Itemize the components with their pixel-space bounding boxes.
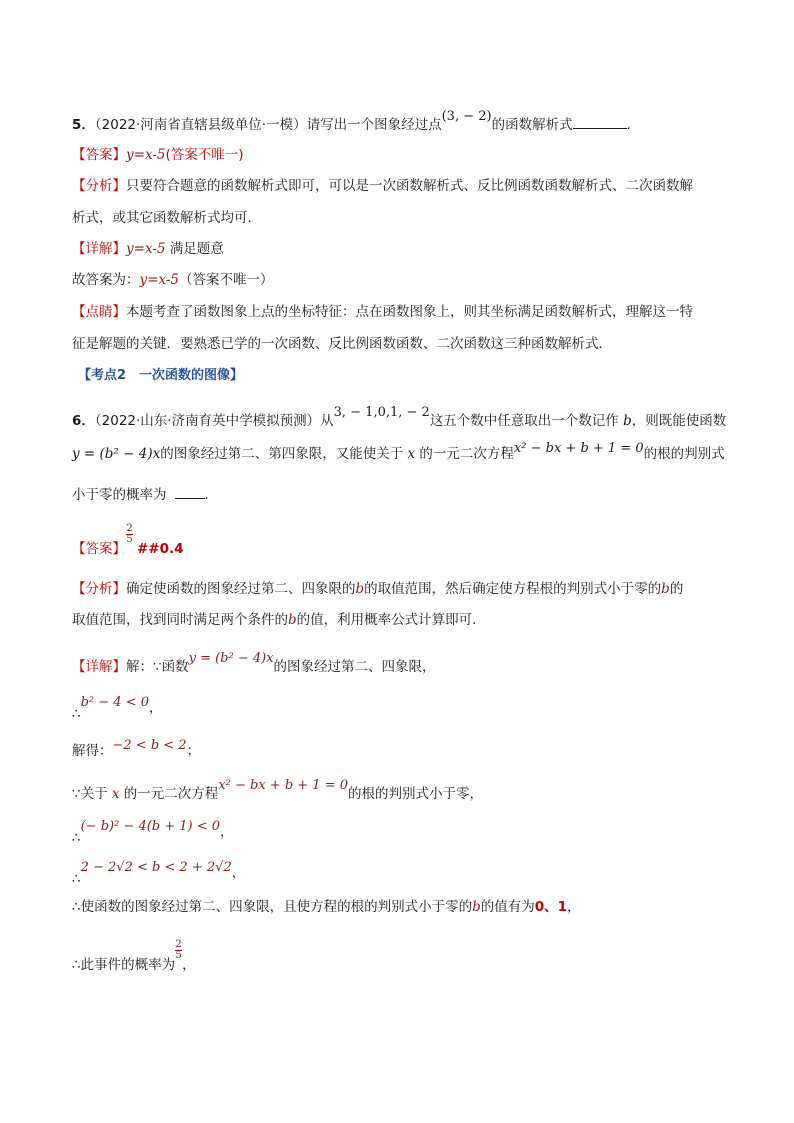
q6-analysis-text-1c: 的 <box>669 581 684 597</box>
q5-detail-text: 满足题意 <box>165 241 224 257</box>
q5-analysis-text-1: 只要符合题意的函数解析式即可，可以是一次函数解析式、反比例函数函数解析式、二次函数解 <box>126 178 693 194</box>
q6-probability-text: ∴此事件的概率为 <box>72 957 176 973</box>
q6-about-text-c: 的根的判别式小于零， <box>348 786 484 802</box>
section-header: 【考点2 一次函数的图像】 <box>78 368 244 383</box>
q5-final-expr: y=x-5 <box>139 272 179 288</box>
q6-source: （2022·山东·济南育英中学模拟预测） <box>94 413 321 429</box>
comma: ， <box>148 700 163 716</box>
answer-tag: 【答案】 <box>72 147 126 163</box>
q6-about-text-a: 关于 <box>80 786 112 802</box>
q6-stem-text-c: ，则既能使函数 <box>631 413 727 429</box>
q6-period: ． <box>204 487 218 503</box>
q5-answer-expr: y=x-5 <box>126 147 166 163</box>
q5-stem-text: 请写出一个图象经过点 <box>306 117 442 133</box>
therefore-symbol: ∴ <box>72 706 81 722</box>
q6-ineq3: (− b)² − 4(b + 1) < 0 <box>80 819 221 834</box>
q6-detail-text-b: 的图象经过第二、四象限， <box>273 659 436 675</box>
q6-analysis-line-1 <box>72 580 683 598</box>
review-tag: 【点睛】 <box>72 304 126 320</box>
q6-var-b: b <box>472 899 481 915</box>
q5-final-note: （答案不唯一） <box>178 272 274 288</box>
therefore-symbol: ∴ <box>72 871 81 887</box>
q5-detail-expr: y=x-5 <box>126 241 166 257</box>
q6-detail-function: y = (b² − 4)x <box>188 651 274 666</box>
q5-answer-note: (答案不唯一) <box>165 147 244 163</box>
q6-ineq1: b² − 4 < 0 <box>80 695 149 710</box>
comma: ， <box>231 865 246 881</box>
fraction-denominator: 5 <box>175 950 182 961</box>
q6-detail-line-1 <box>72 651 436 677</box>
q6-stem-line-3 <box>72 486 218 504</box>
q6-analysis-line-2 <box>72 611 486 629</box>
because-symbol: ∵ <box>72 786 81 802</box>
q6-stem-line-1 <box>72 405 727 431</box>
q6-conclusion-values: 0、1 <box>534 899 568 915</box>
q6-answer-fraction <box>126 524 133 545</box>
q6-stem-line-2 <box>72 441 725 464</box>
q6-number: 6． <box>72 413 95 429</box>
q6-conclusion <box>72 898 581 916</box>
q6-conclusion-text-b: 的值有为 <box>480 899 535 915</box>
q6-stem-text-b: 这五个数中任意取出一个数记作 <box>429 413 624 429</box>
q6-analysis-text-2a: 取值范围，找到同时满足两个条件的 <box>72 612 288 628</box>
fraction-numerator: 2 <box>126 523 133 534</box>
q6-answer-blank <box>175 486 205 499</box>
q5-review-line-2 <box>72 335 612 353</box>
q6-probability <box>72 939 196 973</box>
q6-step-ineq1 <box>72 695 163 722</box>
answer-tag: 【答案】 <box>72 541 126 557</box>
q5-analysis-text-2: 析式，或其它函数解析式均可． <box>72 210 261 226</box>
q6-conclusion-text-a: ∴使函数的图象经过第二、四象限，且使方程的根的判别式小于零的 <box>72 899 473 915</box>
comma: ， <box>220 824 234 840</box>
q6-equation-detail: x² − bx + b + 1 = 0 <box>218 778 349 793</box>
fraction-numerator: 2 <box>175 939 182 950</box>
analysis-tag: 【分析】 <box>72 178 126 194</box>
q5-stem <box>72 109 641 135</box>
comma: ， <box>182 957 196 973</box>
q6-answer-alt: ##0.4 <box>137 541 184 557</box>
q5-review-text-1: 本题考查了函数图象上点的坐标特征：点在函数图象上，则其坐标满足函数解析式，理解这一特 <box>126 304 693 320</box>
q6-var-x: x <box>407 446 416 462</box>
q6-ineq4: 2 − 2√2 < b < 2 + 2√2 <box>80 860 232 875</box>
q6-step-ineq3 <box>72 819 234 846</box>
fraction-denominator: 5 <box>126 534 133 545</box>
q6-var-x: x <box>111 786 120 802</box>
q5-review-text-2: 征是解题的关键．要熟悉已学的一次函数、反比例函数函数、二次函数这三种函数解析式． <box>72 336 612 352</box>
q5-period: ． <box>626 117 641 133</box>
q6-answer <box>72 523 184 557</box>
q6-var-b: b <box>355 581 365 597</box>
q6-ineq2: −2 < b < 2 <box>112 738 187 753</box>
q6-stem-text-f: 的根的判别式 <box>643 446 725 462</box>
q6-about-text-b: 的一元二次方程 <box>119 786 219 802</box>
q5-answer-blank <box>573 116 627 129</box>
comma: ， <box>567 899 581 915</box>
q6-detail-text-a: 解：∵函数 <box>126 659 189 675</box>
q6-analysis-text-2b: 的值，利用概率公式计算即可． <box>296 612 486 628</box>
q5-final <box>72 271 273 289</box>
detail-tag: 【详解】 <box>72 659 126 675</box>
q5-analysis-line-2 <box>72 209 261 227</box>
q6-stem-text-d: 的图象经过第二、第四象限，又能使关于 <box>160 446 408 462</box>
q5-review-line-1 <box>72 303 693 321</box>
q6-step-about <box>72 778 484 804</box>
q6-analysis-text-1b: 的取值范围，然后确定使方程根的判别式小于零的 <box>364 581 662 597</box>
q6-function: y = (b² − 4)x <box>72 446 161 462</box>
q5-final-text: 故答案为： <box>72 272 140 288</box>
q6-step-ineq4 <box>72 860 246 887</box>
detail-tag: 【详解】 <box>72 241 126 257</box>
q5-stem-text-2: 的函数解析式 <box>491 117 573 133</box>
q6-var-b: b <box>661 581 670 597</box>
q6-stem-text-a: 从 <box>320 413 334 429</box>
q6-var-b: b <box>288 612 297 628</box>
analysis-tag: 【分析】 <box>72 581 126 597</box>
q5-detail <box>72 240 224 258</box>
q6-stem-text-e: 的一元二次方程 <box>415 446 514 462</box>
q5-point: (3, − 2) <box>441 109 492 124</box>
q6-solve-text: 解得： <box>72 743 113 759</box>
q5-analysis-line-1 <box>72 177 693 195</box>
q6-stem-text-g: 小于零的概率为 <box>72 487 167 503</box>
q5-source: （2022·河南省直辖县级单位·一模） <box>94 117 307 133</box>
q6-step-solve <box>72 738 201 761</box>
q6-analysis-text-1a: 确定使函数的图象经过第二、四象限的 <box>126 581 356 597</box>
semicolon: ； <box>186 743 201 759</box>
q6-var-b: b <box>623 413 632 429</box>
q5-number: 5． <box>72 117 95 133</box>
q6-equation: x² − bx + b + 1 = 0 <box>513 441 644 456</box>
therefore-symbol: ∴ <box>72 830 81 846</box>
q6-numbers: 3, − 1,0,1, − 2 <box>333 405 430 420</box>
q5-answer <box>72 146 244 164</box>
